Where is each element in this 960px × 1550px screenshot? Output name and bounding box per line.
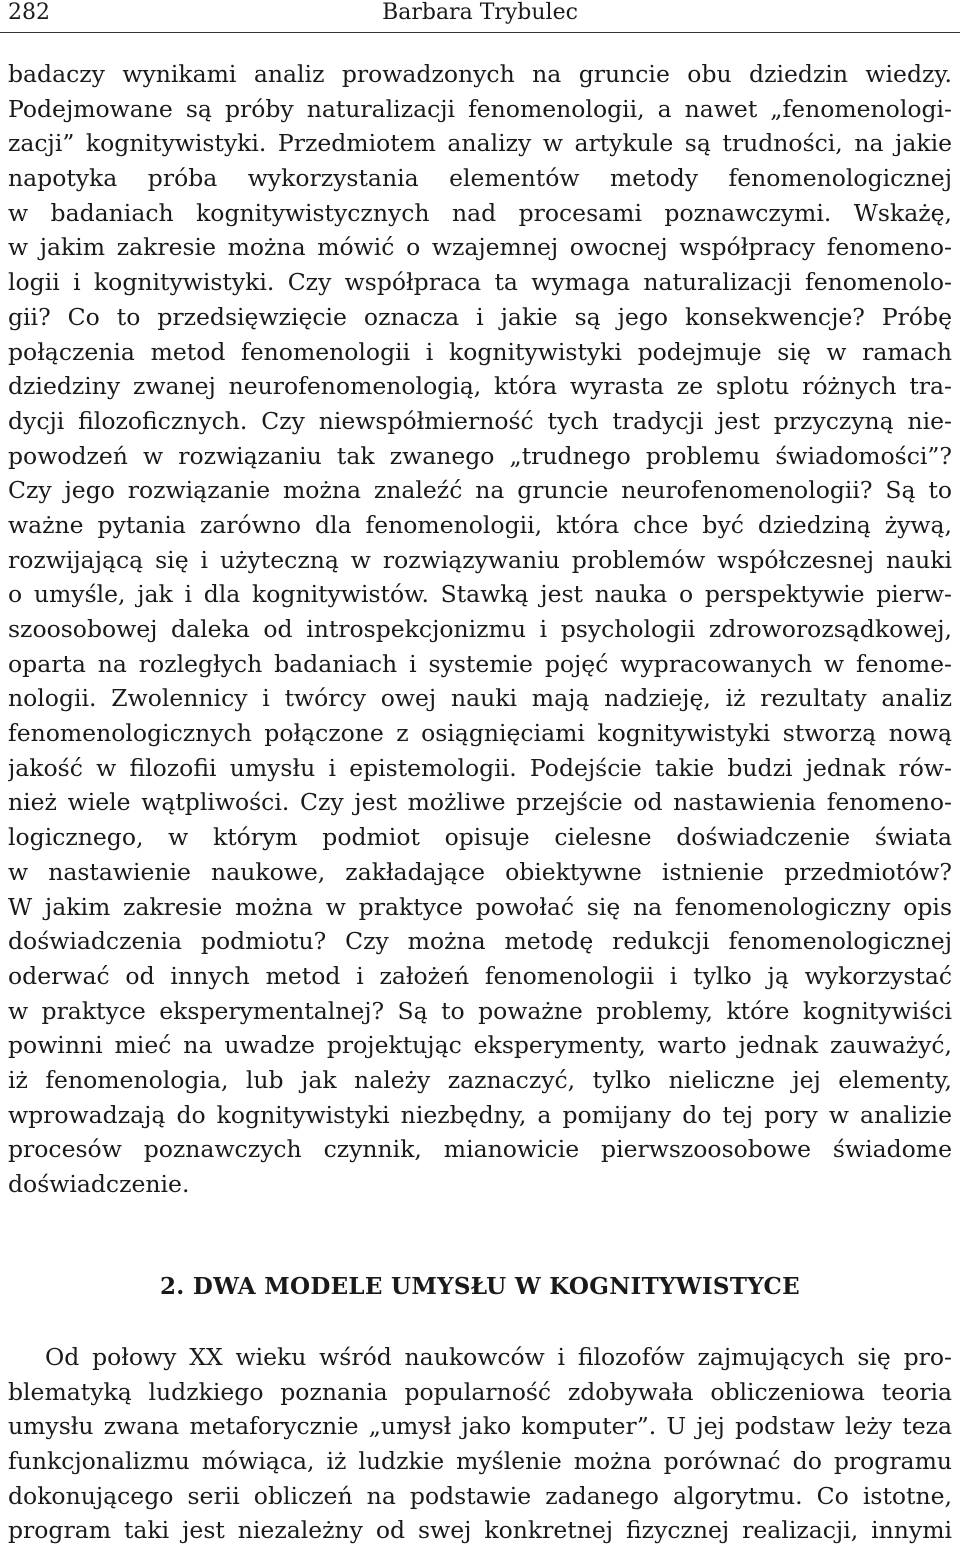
text-line: połączenia metod fenomenologii i kognitywistyki podejmuje się w ramach [8,337,952,366]
text-line: funkcjonalizmu mówiąca, iż ludzkie myślenie można porównać do programu [8,1447,952,1476]
paragraph-intro [8,57,952,1202]
text-line: doświadczenia podmiotu? Czy można metodę redukcji fenomenologicznej [8,927,952,956]
text-line: badaczy wynikami analiz prowadzonych na gruncie obu dziedzin wiedzy. [8,60,952,88]
text-line: ważne pytania zarówno dla fenomenologii, która chce być dziedziną żywą, [8,510,952,539]
page-header [0,0,960,33]
text-line: Od połowy XX wieku wśród naukowców i filozofów zajmujących się pro- [45,1343,952,1371]
text-line: powodzeń w rozwiązaniu tak zwanego „trudnego problemu świadomości”? [8,441,952,470]
text-line: procesów poznawczych czynnik, mianowicie pierwszoosobowe świadome [8,1135,952,1164]
text-line: gii? Co to przedsięwzięcie oznacza i jakie są jego konsekwencje? Próbę [8,302,952,331]
text-line: blematyką ludzkiego poznania popularność zdobywała obliczeniowa teoria [8,1377,952,1406]
text-line: w badaniach kognitywistycznych nad procesami poznawczymi. Wskażę, [8,198,952,227]
text-line: nologii. Zwolennicy i twórcy owej nauki mają nadzieję, iż rezultaty analiz [8,684,952,713]
text-line: logii i kognitywistyki. Czy współpraca ta wymaga naturalizacji fenomenolo- [8,268,952,297]
section-heading: 2. DWA MODELE UMYSŁU W KOGNITYWISTYCE [159,1273,800,1300]
text-line: umysłu zwana metaforycznie „umysł jako komputer”. U jej podstaw leży teza [8,1412,952,1441]
text-line: W jakim zakresie można w praktyce powołać się na fenomenologiczny opis [8,892,952,921]
text-line: Czy jego rozwiązanie można znaleźć na gruncie neurofenomenologii? Są to [8,476,952,505]
text-line: dycji filozoficznych. Czy niewspółmierność tych tradycji jest przyczyną nie- [8,406,952,435]
text-line: dokonującego serii obliczeń na podstawie zadanego algorytmu. Co istotne, [8,1481,952,1510]
text-line: program taki jest niezależny od swej konkretnej fizycznej realizacji, innymi [8,1516,952,1545]
text-line: jakość w filozofii umysłu i epistemologii. Podejście takie budzi jednak rów- [8,753,952,782]
page-number: 282 [8,0,50,25]
text-line: w jakim zakresie można mówić o wzajemnej owocnej współpracy fenomeno- [8,233,952,262]
text-line: fenomenologicznych połączone z osiągnięciami kognitywistyki stworzą nową [8,719,952,748]
text-line: rozwijającą się i użyteczną w rozwiązywaniu problemów współczesnej nauki [8,545,952,574]
text-line: nież wiele wątpliwości. Czy jest możliwe przejście od nastawienia fenomeno- [8,788,952,817]
text-line: w praktyce eksperymentalnej? Są to poważne problemy, które kognitywiści [8,996,952,1025]
text-line: wprowadzają do kognitywistyki niezbędny, a pomijany do tej pory w analizie [8,1100,952,1129]
text-line: oderwać od innych metod i założeń fenomenologii i tylko ją wykorzystać [8,961,952,990]
text-line: o umyśle, jak i dla kognitywistów. Stawką jest nauka o perspektywie pierw- [8,580,952,609]
text-line: szoosobowej daleka od introspekcjonizmu i psychologii zdroworozsądkowej, [8,615,952,643]
text-line: dziedziny zwanej neurofenomenologią, która wyrasta ze splotu różnych tra- [8,372,952,401]
text-line: Podejmowane są próby naturalizacji fenomenologii, a nawet „fenomenologi- [8,94,952,123]
text-line: w nastawienie naukowe, zakładające obiektywne istnienie przedmiotów? [8,857,952,886]
running-head-author: Barbara Trybulec [382,0,578,25]
text-line: logicznego, w którym podmiot opisuje cielesne doświadczenie świata [8,823,952,852]
text-line: powinni mieć na uwadze projektując eksperymenty, warto jednak zauważyć, [8,1031,952,1060]
text-line: zacji” kognitywistyki. Przedmiotem analizy w artykule są trudności, na jakie [8,129,952,158]
paragraph-section-2 [8,1340,952,1548]
text-line: oparta na rozległych badaniach i systemie pojęć wypracowanych w fenome- [8,649,952,678]
text-line: doświadczenie. [8,1170,190,1198]
text-line: napotyka próba wykorzystania elementów metody fenomenologicznej [8,164,952,193]
text-line: iż fenomenologia, lub jak należy zaznaczyć, tylko nieliczne jej elementy, [8,1065,952,1094]
